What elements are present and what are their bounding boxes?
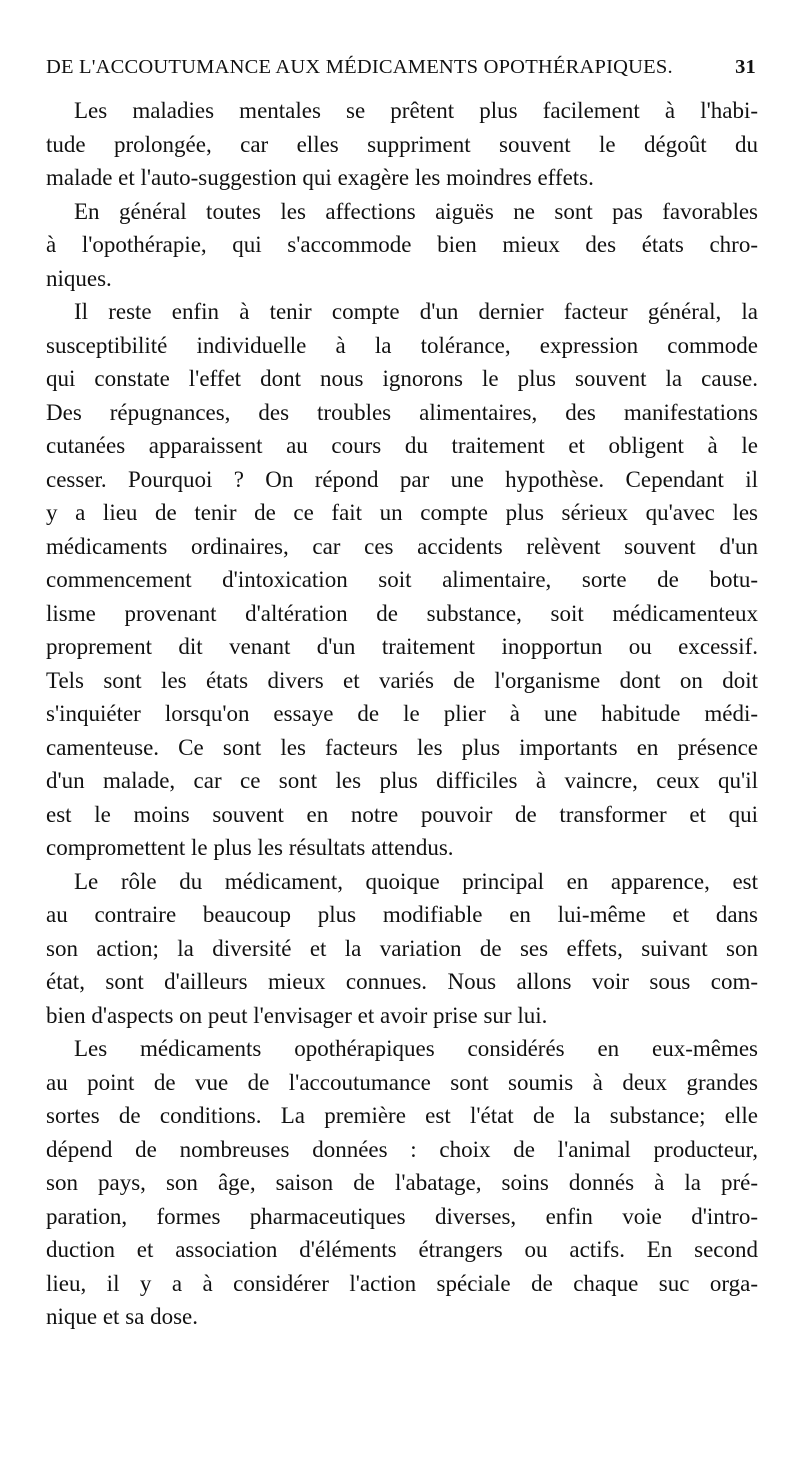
text-line: au contraire beaucoup plus modifiable en lui-même et dans — [46, 902, 758, 927]
text-line: Il reste enfin à tenir compte d'un dernier facteur général, la — [74, 299, 758, 324]
text-line: Tels sont les états divers et variés de l'organisme dont on doit — [46, 667, 758, 693]
text-line: état, sont d'ailleurs mieux connues. Nous allons voir sous com- — [46, 969, 758, 994]
text-line: s'inquiéter lorsqu'on essaye de le plier à une habitude médi- — [46, 701, 758, 726]
text-line: médicaments ordinaires, car ces accidents relèvent souvent d'un — [46, 533, 758, 559]
text-line: son pays, son âge, saison de l'abatage, soins donnés à la pré- — [46, 1170, 758, 1195]
text-line: commencement d'intoxication soit alimentaire, sorte de botu- — [46, 567, 758, 592]
paragraph — [46, 1032, 758, 1334]
text-line: compromettent le plus les résultats attendus. — [46, 835, 454, 860]
running-title: DE L'ACCOUTUMANCE AUX MÉDICAMENTS OPOTHÉRAPIQUES. — [46, 56, 673, 78]
text-line: au point de vue de l'accoutumance sont soumis à deux grandes — [46, 1069, 758, 1095]
text-line: paration, formes pharmaceutiques diverses, enfin voie d'intro- — [46, 1203, 758, 1229]
text-line: cutanées apparaissent au cours du traitement et obligent à le — [46, 433, 758, 458]
page-number: 31 — [735, 56, 756, 78]
text-line: Le rôle du médicament, quoique principal en apparence, est — [74, 868, 758, 894]
paragraph — [46, 94, 758, 195]
text-line: susceptibilité individuelle à la tolérance, expression commode — [46, 332, 758, 358]
body-text — [46, 94, 758, 1334]
text-line: cesser. Pourquoi ? On répond par une hypothèse. Cependant il — [46, 466, 758, 492]
text-line: duction et association d'éléments étrangers ou actifs. En second — [46, 1237, 758, 1262]
paragraph — [46, 295, 758, 865]
text-line: à l'opothérapie, qui s'accommode bien mieux des états chro- — [46, 232, 758, 257]
text-line: bien d'aspects on peut l'envisager et avoir prise sur lui. — [46, 1002, 548, 1028]
text-line: tude prolongée, car elles suppriment souvent le dégoût du — [46, 131, 758, 157]
text-line: En général toutes les affections aiguës ne sont pas favorables — [74, 198, 758, 224]
paragraph — [46, 195, 758, 296]
text-line: qui constate l'effet dont nous ignorons le plus souvent la cause. — [46, 366, 758, 391]
running-head — [46, 56, 756, 86]
text-line: lisme provenant d'altération de substance, soit médicamenteux — [46, 600, 758, 626]
text-line: camenteuse. Ce sont les facteurs les plus importants en présence — [46, 734, 758, 760]
text-line: Les médicaments opothérapiques considérés en eux-mêmes — [74, 1036, 758, 1061]
text-line: d'un malade, car ce sont les plus difficiles à vaincre, ceux qu'il — [46, 768, 758, 793]
text-line: Les maladies mentales se prêtent plus facilement à l'habi- — [74, 98, 758, 123]
text-line: nique et sa dose. — [46, 1304, 199, 1329]
text-line: est le moins souvent en notre pouvoir de transformer et qui — [46, 801, 758, 827]
text-line: niques. — [46, 265, 112, 291]
paragraph — [46, 865, 758, 1033]
text-line: Des répugnances, des troubles alimentaires, des manifestations — [46, 399, 758, 425]
text-line: malade et l'auto-suggestion qui exagère les moindres effets. — [46, 165, 594, 190]
text-line: dépend de nombreuses données : choix de l'animal producteur, — [46, 1136, 758, 1162]
text-line: y a lieu de tenir de ce fait un compte plus sérieux qu'avec les — [46, 500, 758, 525]
text-line: son action; la diversité et la variation de ses effets, suivant son — [46, 935, 758, 961]
text-line: sortes de conditions. La première est l'état de la substance; elle — [46, 1103, 758, 1128]
text-line: proprement dit venant d'un traitement inopportun ou excessif. — [46, 634, 758, 659]
text-line: lieu, il y a à considérer l'action spéciale de chaque suc orga- — [46, 1270, 758, 1296]
